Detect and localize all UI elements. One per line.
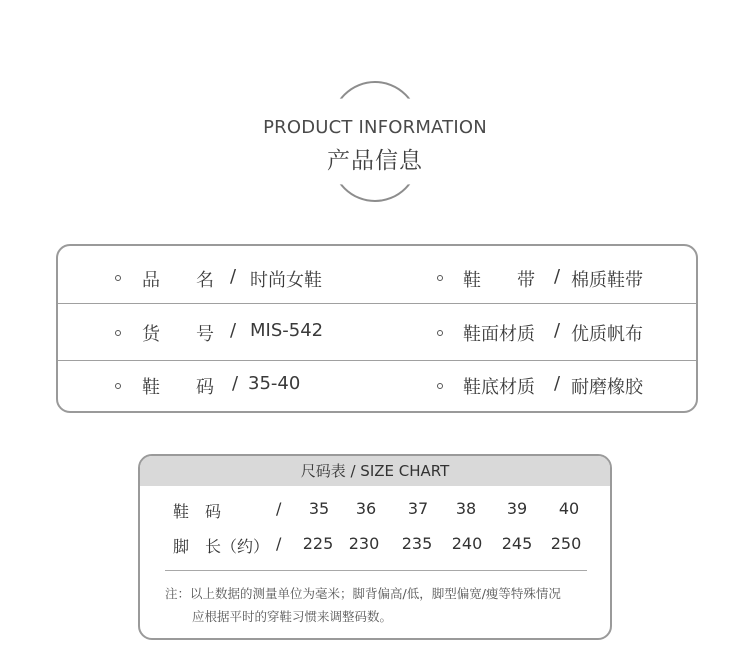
- bullet-icon: [115, 330, 121, 336]
- info-label: 鞋底材质: [463, 377, 535, 398]
- title-english: PRODUCT INFORMATION: [263, 117, 487, 138]
- size-separator: /: [276, 499, 282, 518]
- foot-length-value: 250: [550, 534, 582, 553]
- size-value: 36: [355, 499, 377, 518]
- size-chart: [138, 454, 612, 640]
- size-value: 38: [455, 499, 477, 518]
- info-value: MIS-542: [250, 320, 324, 341]
- row-divider: [58, 360, 696, 361]
- info-value: 优质帆布: [571, 324, 643, 345]
- bullet-icon: [437, 275, 443, 281]
- info-separator: /: [554, 373, 561, 394]
- size-value: 40: [558, 499, 580, 518]
- info-separator: /: [230, 266, 237, 287]
- size-chart-title: 尺码表 / SIZE CHART: [140, 456, 610, 486]
- foot-length-value: 245: [501, 534, 533, 553]
- info-separator: /: [230, 320, 237, 341]
- foot-length-value: 235: [401, 534, 433, 553]
- size-separator: /: [276, 534, 282, 553]
- info-value: 棉质鞋带: [571, 270, 643, 291]
- info-separator: /: [554, 266, 561, 287]
- size-chart-divider: [165, 570, 587, 571]
- info-label: 鞋面材质: [463, 324, 535, 345]
- info-separator: /: [232, 373, 239, 394]
- size-value: 35: [308, 499, 330, 518]
- foot-length-value: 240: [451, 534, 483, 553]
- foot-length-value: 225: [302, 534, 334, 553]
- size-value: 39: [506, 499, 528, 518]
- bullet-icon: [437, 330, 443, 336]
- size-value: 37: [407, 499, 429, 518]
- size-note-line-2: 应根据平时的穿鞋习惯来调整码数。: [192, 609, 393, 624]
- info-value: 35-40: [248, 373, 301, 394]
- info-value: 时尚女鞋: [250, 270, 322, 291]
- info-value: 耐磨橡胶: [571, 377, 643, 398]
- bullet-icon: [115, 383, 121, 389]
- bullet-icon: [115, 275, 121, 281]
- foot-length-label: 脚 长（约）: [173, 537, 270, 556]
- row-divider: [58, 303, 696, 304]
- info-label: 鞋 带: [463, 270, 535, 291]
- info-separator: /: [554, 320, 561, 341]
- foot-length-value: 230: [348, 534, 380, 553]
- info-label: 品 名: [142, 270, 214, 291]
- size-row-label: 鞋 码: [173, 502, 222, 521]
- bullet-icon: [437, 383, 443, 389]
- product-info-table: [56, 244, 698, 413]
- info-label: 货 号: [142, 324, 214, 345]
- info-label: 鞋 码: [142, 377, 214, 398]
- title-chinese: 产品信息: [327, 148, 423, 174]
- size-note-line-1: 注：以上数据的测量单位为毫米；脚背偏高/低，脚型偏宽/瘦等特殊情况: [165, 586, 561, 601]
